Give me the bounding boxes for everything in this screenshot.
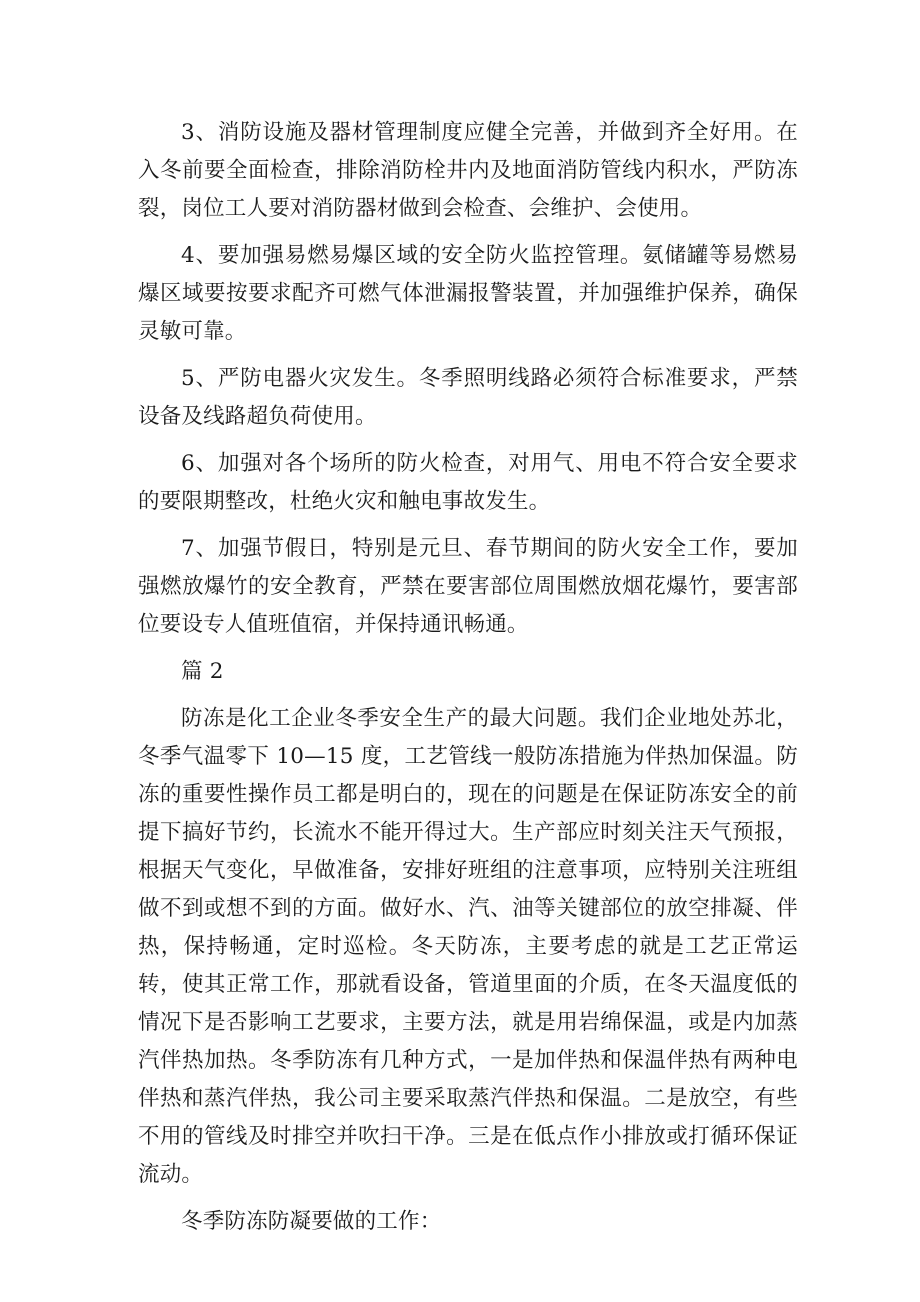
paragraph-item-7: 7、加强节假日，特别是元旦、春节期间的防火安全工作，要加强燃放爆竹的安全教育，严禁在要害部位周围燃放烟花爆竹，要害部位要设专人值班值宿，并保持通讯畅通。 xyxy=(138,536,798,637)
section-heading: 篇 2 xyxy=(181,659,224,684)
paragraph-item-3: 3、消防设施及器材管理制度应健全完善，并做到齐全好用。在入冬前要全面检查，排除消防栓井内及地面消防管线内积水，严防冻裂，岗位工人要对消防器材做到会检查、会维护、会使用。 xyxy=(138,120,798,221)
paragraph-item-6: 6、加强对各个场所的防火检查，对用气、用电不符合安全要求的要限期整改，杜绝火灾和触电事故发生。 xyxy=(138,451,798,514)
paragraph-item-4: 4、要加强易燃易爆区域的安全防火监控管理。氨储罐等易燃易爆区域要按要求配齐可燃气体泄漏报警装置，并加强维护保养，确保灵敏可靠。 xyxy=(138,243,798,344)
section-paragraph-antifreeze: 防冻是化工企业冬季安全生产的最大问题。我们企业地处苏北，冬季气温零下 10—15 度，工艺管线一般防冻措施为伴热加保温。防冻的重要性操作员工都是明白的，现在的问题是在保证防冻安全的前提下搞好节约，长流水不能开得过大。生产部应时刻关注天气预报，根据天气变化，早做准备，安排好班组的注意事项，应特别关注班组做不到或想不到的方面。做好水、汽、油等关键部位的放空排凝、伴热，保持畅通，定时巡检。冬天防冻，主要考虑的就是工艺正常运转，使其正常工作，那就看设备，管道里面的介质，在冬天温度低的情况下是否影响工艺要求，主要方法，就是用岩绵保温，或是内加蒸汽伴热加热。冬季防冻有几种方式，一是加伴热和保温伴热有两种电伴热和蒸汽伴热，我公司主要采取蒸汽伴热和保温。二是放空，有些不用的管线及时排空并吹扫干净。三是在低点作小排放或打循环保证流动。 xyxy=(138,706,798,1187)
document-body xyxy=(138,114,798,1250)
section-paragraph-work-list-intro: 冬季防冻防凝要做的工作： xyxy=(181,1209,442,1234)
paragraph-item-5: 5、严防电器火灾发生。冬季照明线路必须符合标准要求，严禁设备及线路超负荷使用。 xyxy=(138,366,798,429)
